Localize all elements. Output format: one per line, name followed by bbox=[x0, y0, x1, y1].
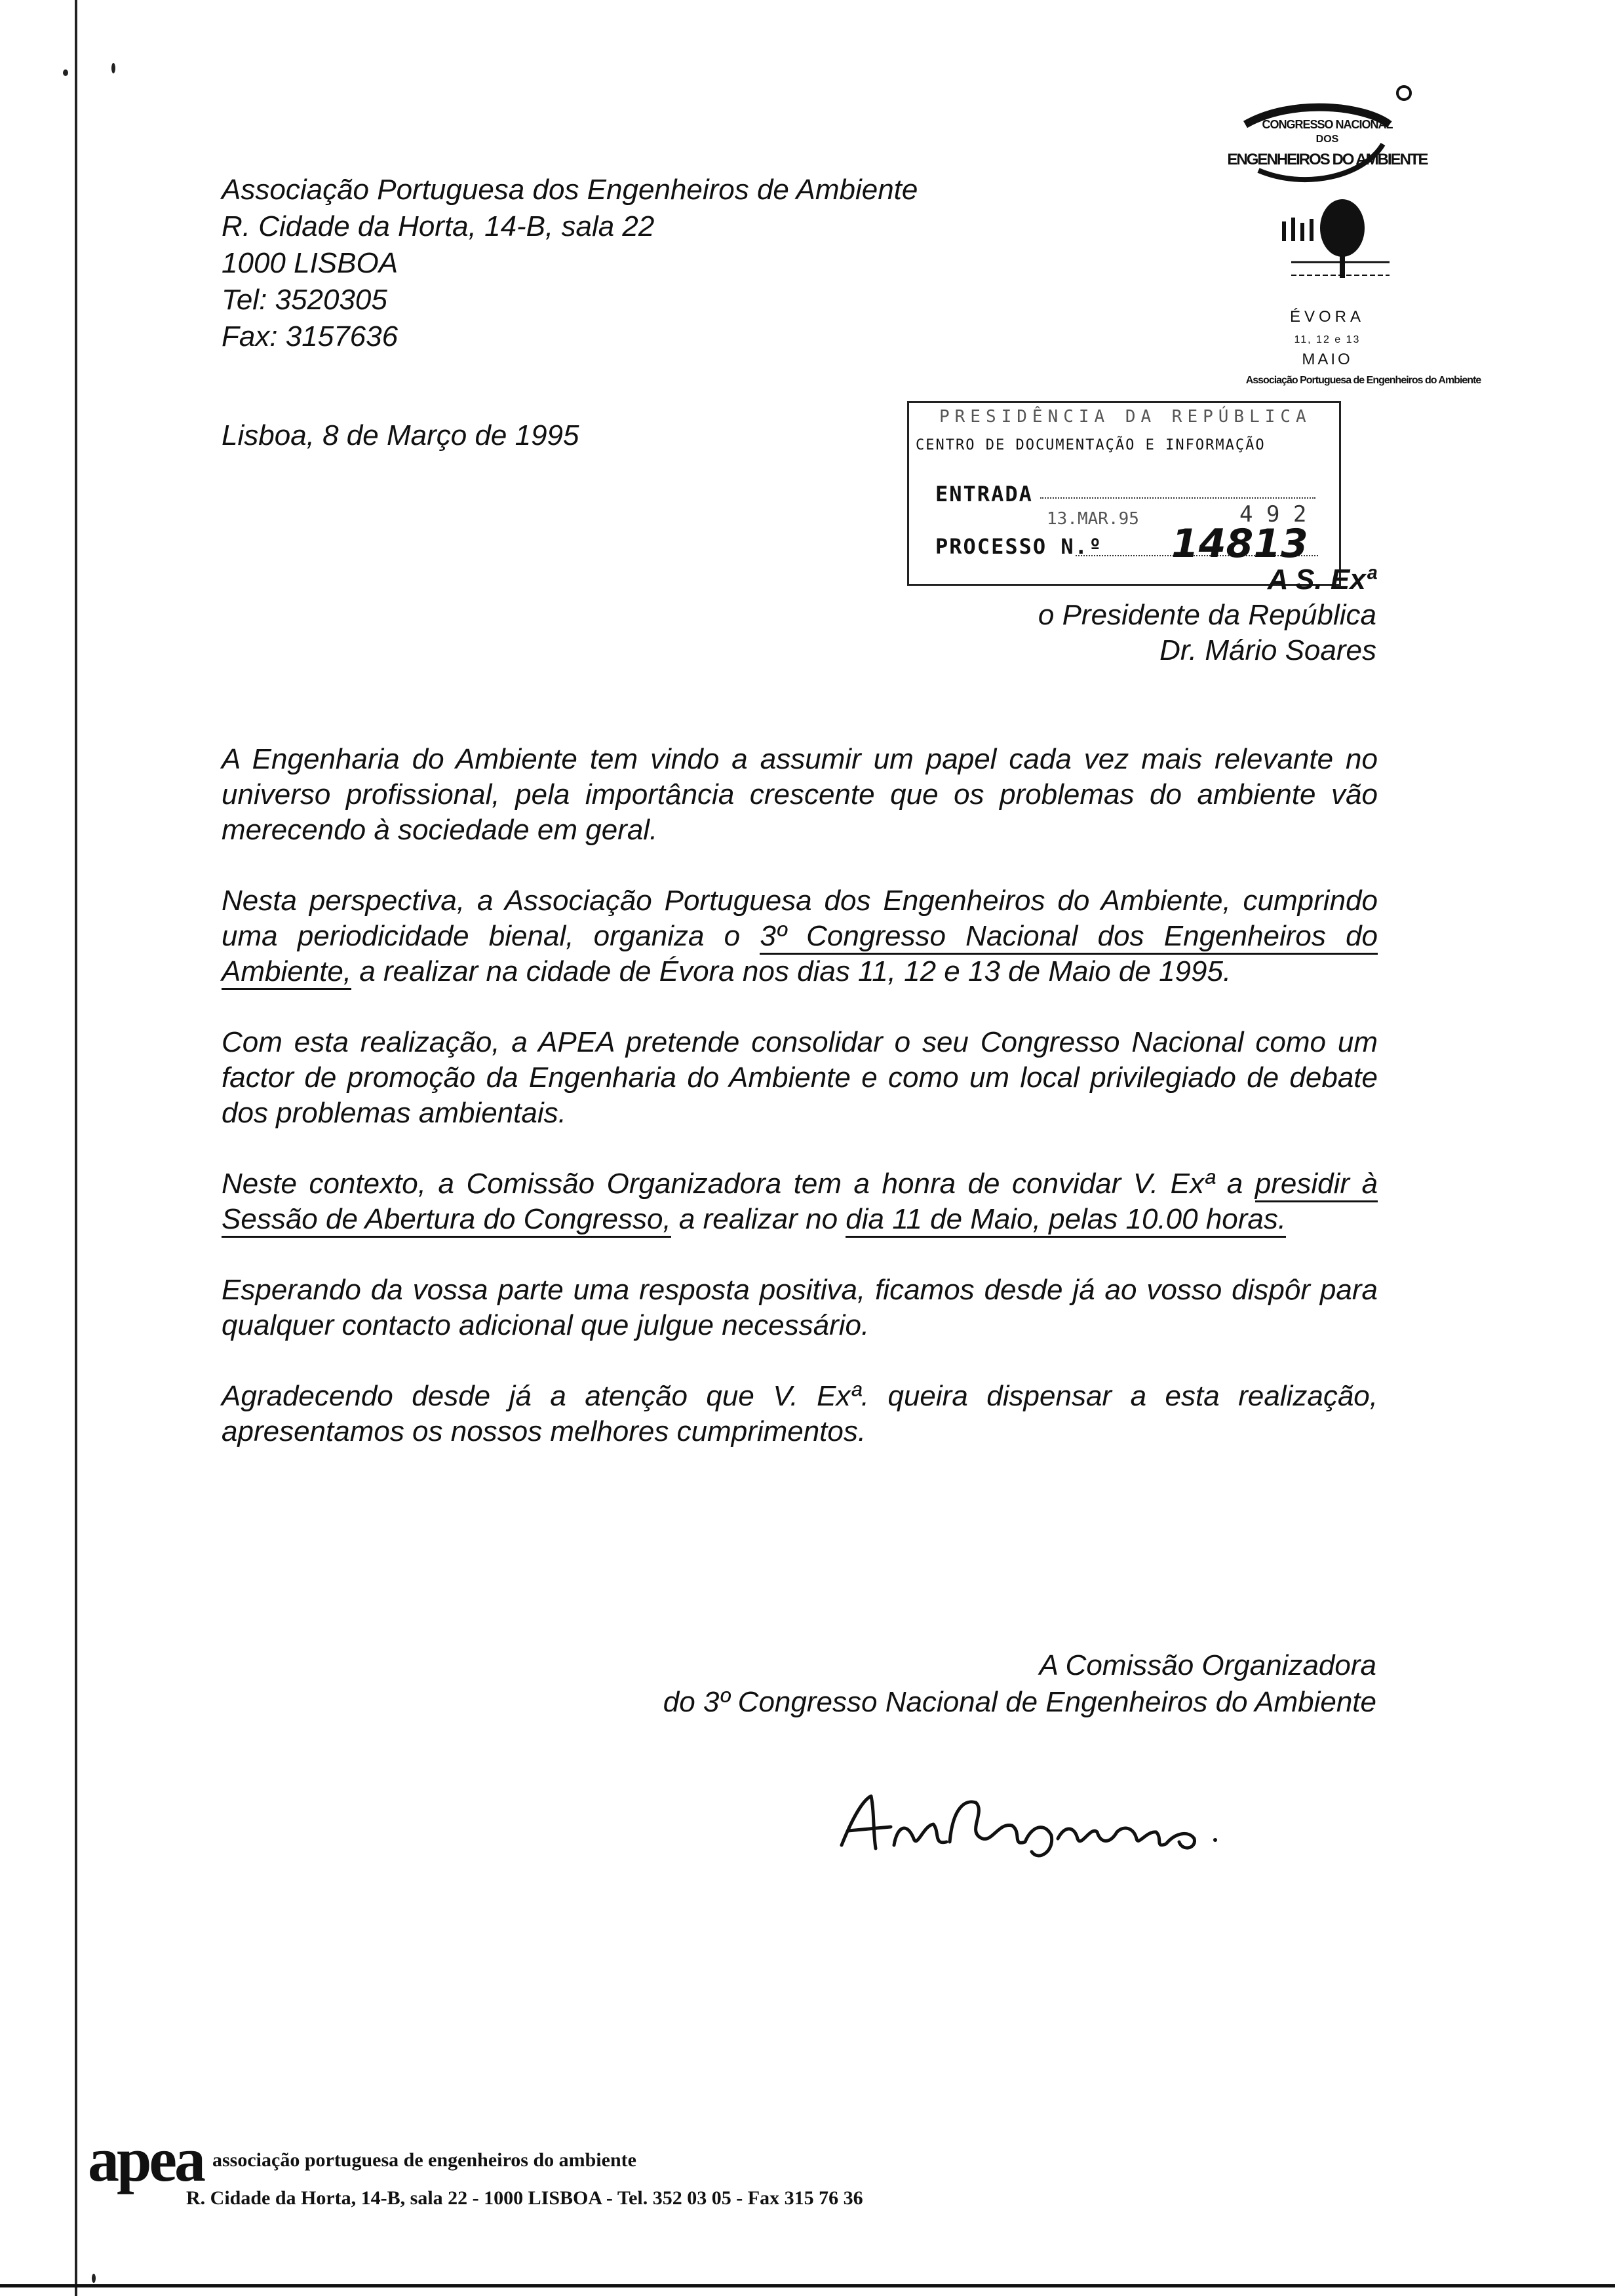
logo-line1: CONGRESSO NACIONAL bbox=[1262, 118, 1393, 131]
closing-line2: do 3º Congresso Nacional de Engenheiros do Ambiente bbox=[663, 1686, 1376, 1718]
sender-tel: Tel: 3520305 bbox=[222, 284, 387, 316]
paragraph-2-a: Nesta perspectiva, a Associação Portuguesa dos Engenheiros do Ambiente, cumprindo uma periodicidade bienal, organiza o bbox=[222, 885, 1378, 952]
footer-address: R. Cidade da Horta, 14-B, sala 22 - 1000 LISBOA - Tel. 352 03 05 - Fax 315 76 36 bbox=[186, 2187, 863, 2209]
paragraph-3: Com esta realização, a APEA pretende consolidar o seu Congresso Nacional como um factor de promoção da Engenharia do Ambiente e como um local privilegiado de debate dos problemas ambientais. bbox=[222, 1026, 1378, 1129]
logo-association: Associação Portuguesa de Engenheiros do Ambiente bbox=[1245, 375, 1481, 386]
scan-margin-line bbox=[75, 0, 77, 2296]
footer-brand-subtitle: associação portuguesa de engenheiros do ambiente bbox=[212, 2149, 636, 2171]
stamp-entrada-date: 13.MAR.95 bbox=[1047, 509, 1139, 529]
recipient-line3: Dr. Mário Soares bbox=[1159, 634, 1376, 666]
stamp-entrada-number: 4 9 2 bbox=[1239, 501, 1307, 527]
paragraph-4-a: Neste contexto, a Comissão Organizadora tem a honra de convidar V. Exª a bbox=[222, 1168, 1255, 1200]
stamp-processo-number: 14813 bbox=[1171, 521, 1308, 567]
scan-speck bbox=[111, 63, 115, 73]
scan-bottom-edge bbox=[0, 2284, 1615, 2287]
sender-fax: Fax: 3157636 bbox=[222, 320, 399, 353]
scan-speck bbox=[92, 2274, 96, 2283]
paragraph-2-underlined: 3º Congresso Nacional dos Engenheiros do Ambiente, bbox=[222, 920, 1378, 990]
stamp-subtitle: CENTRO DE DOCUMENTAÇÃO E INFORMAÇÃO bbox=[916, 437, 1266, 453]
paragraph-1: A Engenharia do Ambiente tem vindo a assumir um papel cada vez mais relevante no universo profissional, pela importância crescente que os problemas do ambiente vão merecendo à sociedade em geral. bbox=[222, 743, 1378, 846]
sender-name: Associação Portuguesa dos Engenheiros de Ambiente bbox=[222, 174, 918, 206]
scan-speck bbox=[63, 69, 68, 76]
footer-brand: apea bbox=[88, 2124, 203, 2194]
paragraph-2-b: a realizar na cidade de Évora nos dias 11, 12 e 13 de Maio de 1995. bbox=[351, 955, 1232, 987]
paragraph-4-underlined-2: dia 11 de Maio, pelas 10.00 horas. bbox=[846, 1203, 1286, 1238]
stamp-dotted-line bbox=[1040, 497, 1315, 499]
handwritten-signature bbox=[835, 1786, 1241, 1868]
paragraph-2 bbox=[222, 883, 1378, 989]
logo-month: MAIO bbox=[1302, 351, 1353, 368]
reception-stamp bbox=[907, 401, 1341, 586]
logo-line2: DOS bbox=[1315, 134, 1339, 145]
letter-body bbox=[222, 742, 1378, 1485]
sender-city: 1000 LISBOA bbox=[222, 247, 399, 279]
logo-city: ÉVORA bbox=[1289, 308, 1365, 326]
paragraph-6: Agradecendo desde já a atenção que V. Exª. queira dispensar a esta realização, apresentamos os nossos melhores cumprimentos. bbox=[222, 1380, 1378, 1447]
sender-block bbox=[222, 172, 918, 355]
stamp-title: PRESIDÊNCIA DA REPÚBLICA bbox=[939, 407, 1312, 427]
paragraph-5: Esperando da vossa parte uma resposta positiva, ficamos desde já ao vosso dispôr para qualquer contacto adicional que julgue necessário. bbox=[222, 1274, 1378, 1341]
logo-line3: ENGENHEIROS DO AMBIENTE bbox=[1227, 151, 1428, 168]
signature-graphic bbox=[835, 1786, 1241, 1865]
letterhead-footer bbox=[88, 2123, 1137, 2215]
recipient-line1: A S. Exª bbox=[1267, 564, 1376, 596]
stamp-processo-label: PROCESSO N.º bbox=[935, 534, 1103, 559]
congress-logo bbox=[1219, 79, 1481, 387]
paragraph-4 bbox=[222, 1166, 1378, 1237]
closing-line1: A Comissão Organizadora bbox=[1039, 1649, 1376, 1681]
recipient-block bbox=[1038, 562, 1376, 668]
logo-days: 11, 12 e 13 bbox=[1294, 334, 1361, 345]
paragraph-4-b: a realizar no bbox=[671, 1203, 846, 1235]
stamp-entrada-label: ENTRADA bbox=[935, 482, 1033, 507]
letter-date: Lisboa, 8 de Março de 1995 bbox=[222, 419, 579, 451]
sender-street: R. Cidade da Horta, 14-B, sala 22 bbox=[222, 210, 655, 242]
closing-block bbox=[663, 1647, 1376, 1721]
paragraph-4-underlined-1: presidir à Sessão de Abertura do Congresso, bbox=[222, 1168, 1378, 1238]
recipient-line2: o Presidente da República bbox=[1038, 599, 1376, 631]
